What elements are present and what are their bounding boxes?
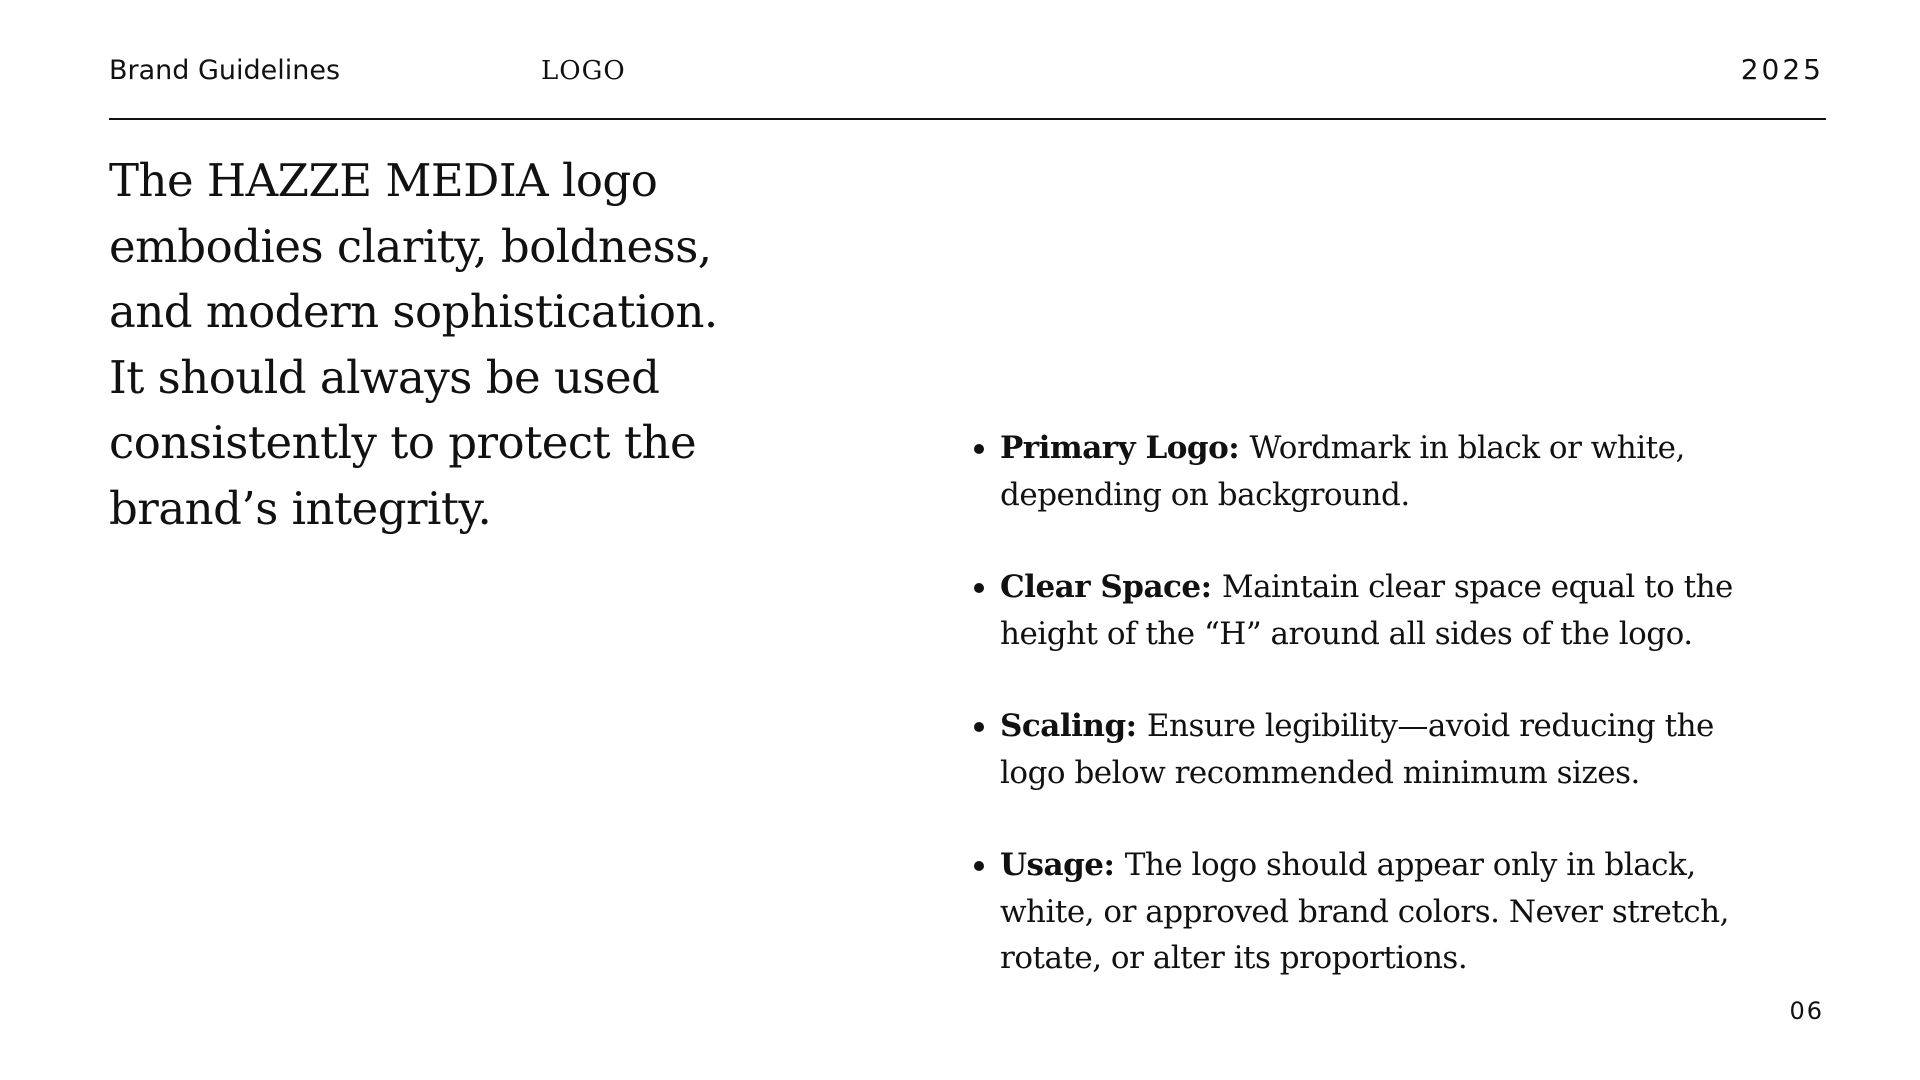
guideline-item-primary-logo xyxy=(1000,425,1760,518)
bullet-icon xyxy=(974,583,984,593)
guideline-text: Wordmark in black or white, depending on background. xyxy=(1000,430,1685,513)
guideline-text: Maintain clear space equal to the height of the “H” around all sides of the logo. xyxy=(1000,569,1733,652)
guideline-label: Clear Space: xyxy=(1000,569,1222,605)
bullet-icon xyxy=(974,444,984,454)
page-number: 06 xyxy=(1789,997,1824,1025)
guideline-label: Usage: xyxy=(1000,847,1125,883)
guideline-item-usage xyxy=(1000,842,1760,982)
guideline-label: Scaling: xyxy=(1000,708,1147,744)
year-label: 2025 xyxy=(1740,53,1824,86)
guideline-text: Ensure legibility—avoid reducing the logo below recommended minimum sizes. xyxy=(1000,708,1714,791)
guideline-item-scaling xyxy=(1000,703,1760,796)
intro-paragraph: The HAZZE MEDIA logo embodies clarity, boldness, and modern sophistication. It should always be used consistently to protect the brand’s integrity. xyxy=(109,154,718,535)
section-title: LOGO xyxy=(541,56,626,86)
header-divider xyxy=(109,118,1826,120)
bullet-icon xyxy=(974,861,984,871)
guideline-label: Primary Logo: xyxy=(1000,430,1250,466)
document-title: Brand Guidelines xyxy=(109,55,341,86)
guidelines-list xyxy=(1000,425,1760,982)
bullet-icon xyxy=(974,722,984,732)
guideline-text: The logo should appear only in black, white, or approved brand colors. Never stretch, rotate, or alter its proportions. xyxy=(1000,847,1729,976)
guideline-item-clear-space xyxy=(1000,564,1760,657)
